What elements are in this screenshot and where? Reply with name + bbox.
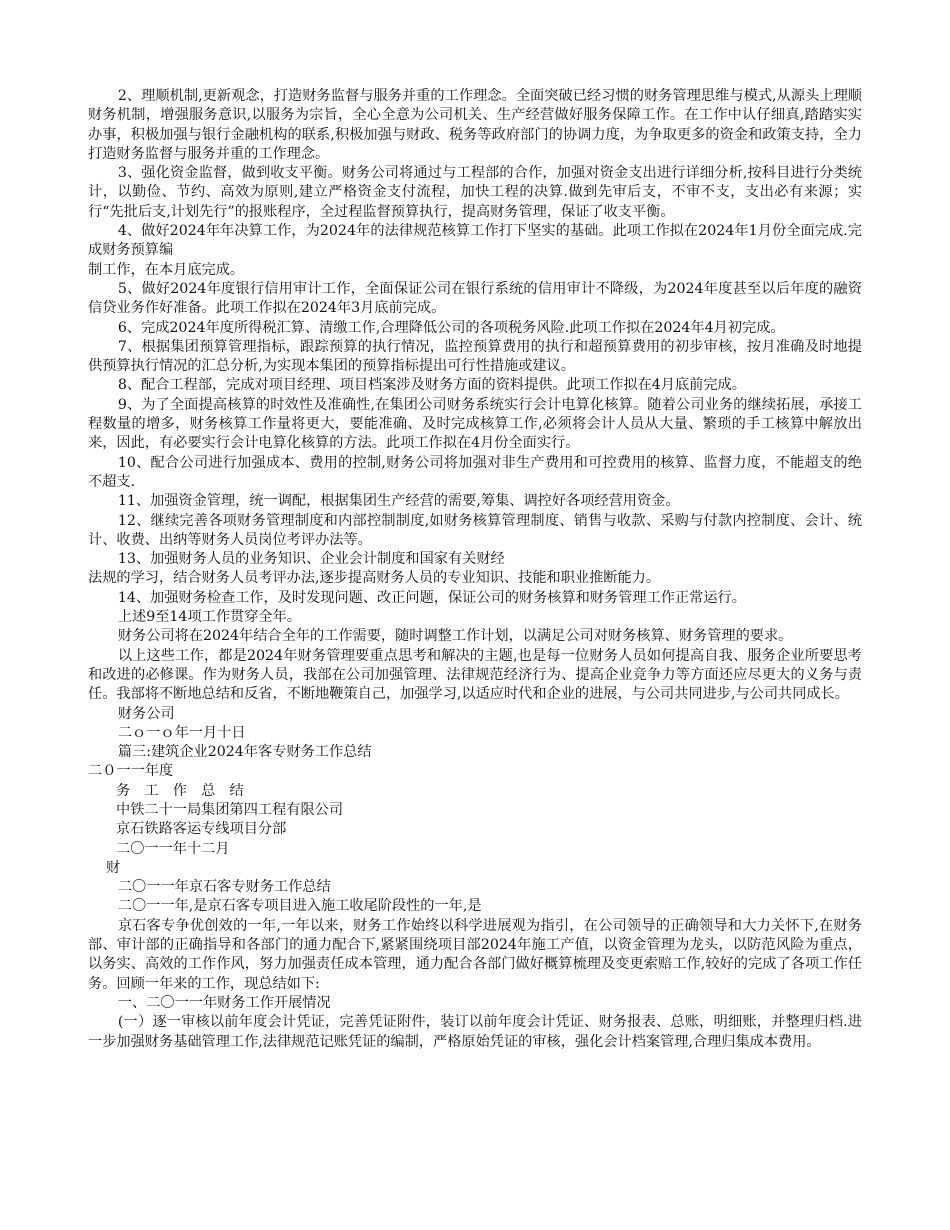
paragraph: 京石铁路客运专线项目分部 (116, 821, 287, 838)
paragraph: 二０一一年度 (88, 763, 174, 780)
paragraph: 篇三:建筑企业2024年客专财务工作总结 (117, 744, 372, 761)
paragraph: 以上这些工作，都是2024年财务管理要重点思考和解决的主题,也是每一位财务人员如何提高自我、服务企业所要思考和改进的必修课。作为财务人员，我部在公司加强管理、法律规范经济行为、提高企业竞争力等方面还应尽更大的义务与责任。我部将不断地总结和反省，不断地鞭策自己，加强学习,以适应时代和企业的进展，与公司共同进步,与公司共同成长。 (88, 647, 862, 703)
paragraph: 2、理顺机制,更新观念，打造财务监督与服务并重的工作理念。全面突破已经习惯的财务管理思维与模式,从源头上理顺财务机制，增强服务意识,以服务为宗旨，全心全意为公司机关、生产经营做好服务保障工作。在工作中认仔细真,踏踏实实办事，积极加强与银行金融机构的联系,积极加强与财政、税务等政府部门的协调力度，为争取更多的资金和政策支持，全力打造财务监督与服务并重的工作理念。 (88, 88, 862, 162)
paragraph: (一）逐一审核以前年度会计凭证，完善凭证附件，装订以前年度会计凭证、财务报表、总账，明细账，并整理归档.进一步加强财务基础管理工作,法律规范记账凭证的编制，严格原始凭证的审核，强化会计档案管理,合理归集成本费用。 (88, 1014, 862, 1050)
paragraph: 二〇一一年,是京石客专项目进入施工收尾阶段性的一年,是 (117, 898, 482, 915)
paragraph: 一、二〇一一年财务工作开展情况 (117, 994, 331, 1011)
paragraph: 5、做好2024年度银行信用审计工作，全面保证公司在银行系统的信用审计不降级，为2024年度甚至以后年度的融资信贷业务作好准备。此项工作拟在2024年3月底前完成。 (88, 280, 862, 317)
paragraph: 务 工 作 总 结 (116, 782, 244, 799)
paragraph: 7、根据集团预算管理指标，跟踪预算的执行情况，监控预算费用的执行和超预算费用的初步审核，按月准确及时地提供预算执行情况的汇总分析,为实现本集团的预算指标提出可行性措施或建议。 (88, 338, 862, 375)
paragraph: 京石客专争优创效的一年,一年以来，财务工作始终以科学进展观为指引，在公司领导的正确领导和大力关怀下,在财务部、审计部的正确指导和各部门的通力配合下,紧紧围绕项目部2024年施工产值，以资金管理为龙头，以防范风险为重点，以务实、高效的工作作风，努力加强责任成本管理，通力配合各部门做好概算梳理及变更索赔工作,较好的完成了各项工作任务。回顾一年来的工作，现总结如下: (88, 917, 862, 992)
paragraph: 11、加强资金管理，统一调配，根据集团生产经营的需要,筹集、调控好各项经营用资金。 (117, 493, 680, 510)
paragraph: 14、加强财务检查工作，及时发现问题、改正问题，保证公司的财务核算和财务管理工作正常运行。 (117, 589, 746, 606)
paragraph: 二〇一一年京石客专财务工作总结 (117, 879, 331, 896)
paragraph: 12、继续完善各项财务管理制度和内部控制制度,如财务核算管理制度、销售与收款、采购与付款内控制度、会计、统计、收费、出纳等财务人员岗位考评办法等。 (88, 512, 862, 548)
paragraph: 财务公司将在2024年结合全年的工作需要，随时调整工作计划，以满足公司对财务核算、财务管理的要求。 (117, 628, 793, 645)
paragraph: 财务公司 (117, 705, 175, 722)
paragraph: 二ｏ一ｏ年一月十日 (117, 724, 246, 741)
paragraph: 中铁二十一局集团第四工程有限公司 (116, 801, 344, 818)
paragraph: 13、加强财务人员的业务知识、企业会计制度和国家有关财经 (117, 551, 505, 568)
paragraph: 制工作，在本月底完成。 (88, 261, 245, 278)
paragraph: 10、配合公司进行加强成本、费用的控制,财务公司将加强对非生产费用和可控费用的核算、监督力度，不能超支的绝不超支. (88, 454, 862, 490)
paragraph: 6、完成2024年度所得税汇算、清缴工作,合理降低公司的各项税务风险.此项工作拟在2024年4月初完成。 (117, 319, 785, 336)
paragraph: 二〇一一年十二月 (116, 840, 230, 857)
paragraph: 财 (106, 859, 121, 876)
paragraph: 法规的学习，结合财务人员考评办法,逐步提高财务人员的专业知识、技能和职业推断能力。 (88, 570, 661, 587)
paragraph: 8、配合工程部，完成对项目经理、项目档案涉及财务方面的资料提供。此项工作拟在4月底前完成。 (117, 377, 746, 394)
paragraph: 9、为了全面提高核算的时效性及准确性,在集团公司财务系统实行会计电算化核算。随着公司业务的继续拓展，承接工程数量的增多，财务核算工作量将更大，要能准确、及时完成核算工作,必须将会计人员从大量、繁琐的手工核算中解放出来，因此，有必要实行会计电算化核算的方法。此项工作拟在4月份全面实行。 (88, 396, 862, 452)
paragraph: 3、强化资金监督，做到收支平衡。财务公司将通过与工程部的合作，加强对资金支出进行详细分析,按科目进行分类统计，以勤俭、节约、高效为原则,建立严格资金支付流程，加快工程的决算.做到先审后支，不审不支，支出必有来源；实行“先批后支,计划先行”的报账程序，全过程监督预算执行，提高财务管理，保证了收支平衡。 (88, 165, 862, 220)
paragraph: 4、做好2024年年决算工作，为2024年的法律规范核算工作打下坚实的基础。此项工作拟在2024年1月份全面完成.完成财务预算编 (88, 223, 862, 259)
paragraph: 上述9至14项工作贯穿全年。 (117, 609, 301, 626)
